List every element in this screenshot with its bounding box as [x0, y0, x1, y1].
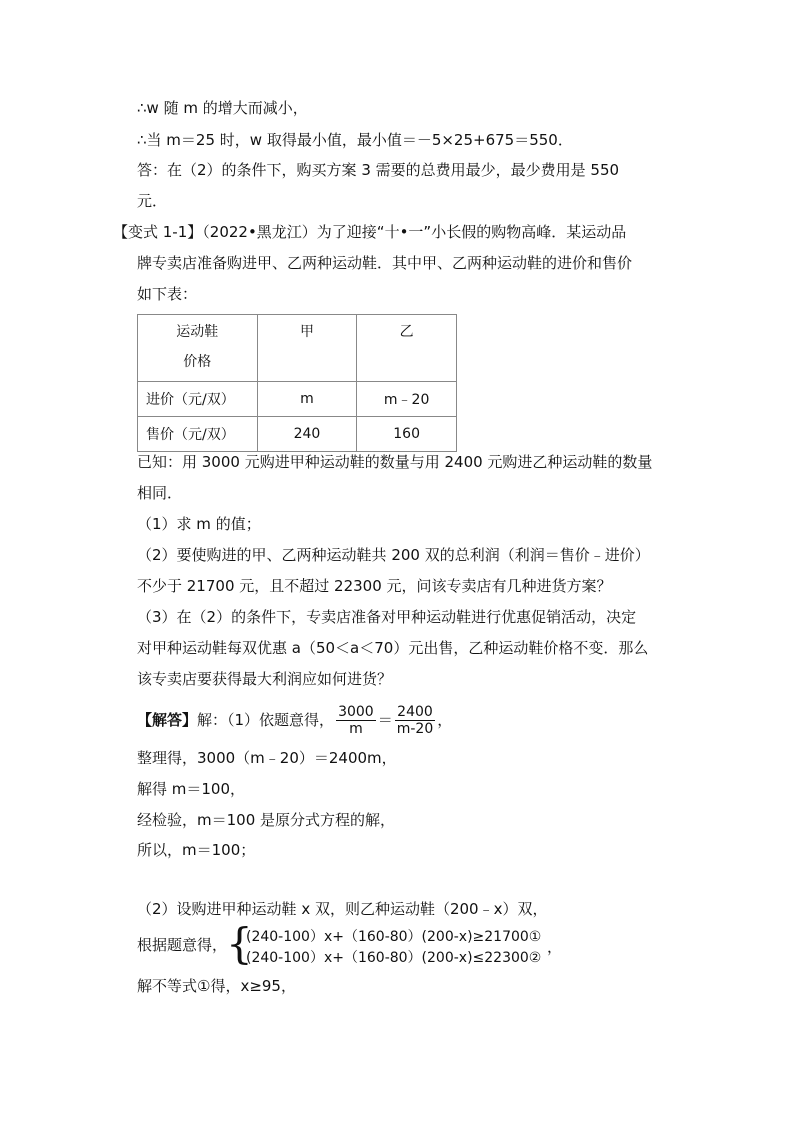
- text-line: 该专卖店要获得最大利润应如何进货？: [137, 670, 393, 688]
- text-line: ∴当 m＝25 时，w 取得最小值，最小值＝－5×25+675＝550．: [137, 131, 573, 149]
- inequality-2: (240-100）x+（160-80）(200-x)≤22300②: [246, 950, 542, 966]
- text-line: 牌专卖店准备购进甲、乙两种运动鞋．其中甲、乙两种运动鞋的进价和售价: [137, 254, 633, 272]
- text-line: （3）在（2）的条件下，专卖店准备对甲种运动鞋进行优惠促销活动，决定: [137, 608, 637, 626]
- text-line: 已知：用 3000 元购进甲种运动鞋的数量与用 2400 元购进乙种运动鞋的数量: [137, 453, 653, 471]
- text-line: 解得 m＝100，: [137, 780, 246, 798]
- corner-label-bottom: 价格: [183, 354, 212, 370]
- fraction-numerator: 3000: [338, 704, 374, 720]
- text-line: （2）要使购进的甲、乙两种运动鞋共 200 双的总利润（利润＝售价﹣进价）: [137, 546, 650, 564]
- text-line: ∴w 随 m 的增大而减小，: [137, 99, 308, 117]
- column-header-jia: 甲: [257, 315, 357, 382]
- text-line: 所以，m＝100；: [137, 841, 256, 859]
- inequality-1: (240-100）x+（160-80）(200-x)≥21700①: [246, 929, 542, 945]
- equals-sign: ＝: [377, 711, 393, 729]
- text-line: （2）设购进甲种运动鞋 x 双，则乙种运动鞋（200﹣x）双，: [137, 900, 548, 918]
- answer-intro: 解：（1）依题意得，: [197, 711, 335, 729]
- column-header-yi: 乙: [357, 315, 457, 382]
- text-line: 相同．: [137, 484, 183, 502]
- answer-tag: 【解答】: [137, 711, 198, 729]
- table-row: [138, 417, 457, 452]
- fraction-numerator: 2400: [395, 704, 436, 721]
- corner-label-top: 运动鞋: [176, 324, 219, 340]
- table-header-row: [138, 315, 457, 382]
- row-label: 售价（元/双）: [138, 417, 258, 452]
- variant-source: （2022•黑龙江）为了迎接“十•一”小长假的购物高峰．某运动品: [202, 223, 627, 241]
- table-corner-cell: [138, 315, 258, 382]
- table-cell: m﹣20: [357, 382, 457, 417]
- text-line: 经检验，m＝100 是原分式方程的解，: [137, 811, 396, 829]
- table-cell: 160: [357, 417, 457, 452]
- text-line: 根据题意得，: [137, 936, 228, 954]
- text-line: （1）求 m 的值；: [137, 515, 261, 533]
- table-cell: 240: [257, 417, 357, 452]
- variant-tag: 【变式 1-1】: [113, 223, 203, 241]
- fraction: [336, 704, 376, 737]
- text-line: 解不等式①得，x≥95，: [137, 977, 296, 995]
- text-line: 答：在（2）的条件下，购买方案 3 需要的总费用最少，最少费用是 550: [137, 161, 620, 179]
- fraction-denominator: m: [349, 721, 363, 737]
- text-line: 不少于 21700 元，且不超过 22300 元，问该专卖店有几种进货方案？: [137, 577, 612, 595]
- row-label: 进价（元/双）: [138, 382, 258, 417]
- fraction-denominator: m-20: [396, 721, 434, 737]
- answer-line: [137, 702, 452, 738]
- system-brace: {: [226, 919, 253, 968]
- text-line: 对甲种运动鞋每双优惠 a（50＜a＜70）元出售，乙种运动鞋价格不变．那么: [137, 639, 649, 657]
- price-table: [137, 314, 457, 452]
- text-line: 元．: [137, 192, 168, 210]
- text-line: 整理得，3000（m﹣20）＝2400m，: [137, 749, 397, 767]
- punctuation: ，: [547, 938, 563, 956]
- variant-heading: [113, 222, 626, 242]
- table-cell: m: [257, 382, 357, 417]
- punctuation: ，: [437, 711, 453, 729]
- text-line: 如下表：: [137, 285, 198, 303]
- fraction: [395, 704, 436, 737]
- table-row: [138, 382, 457, 417]
